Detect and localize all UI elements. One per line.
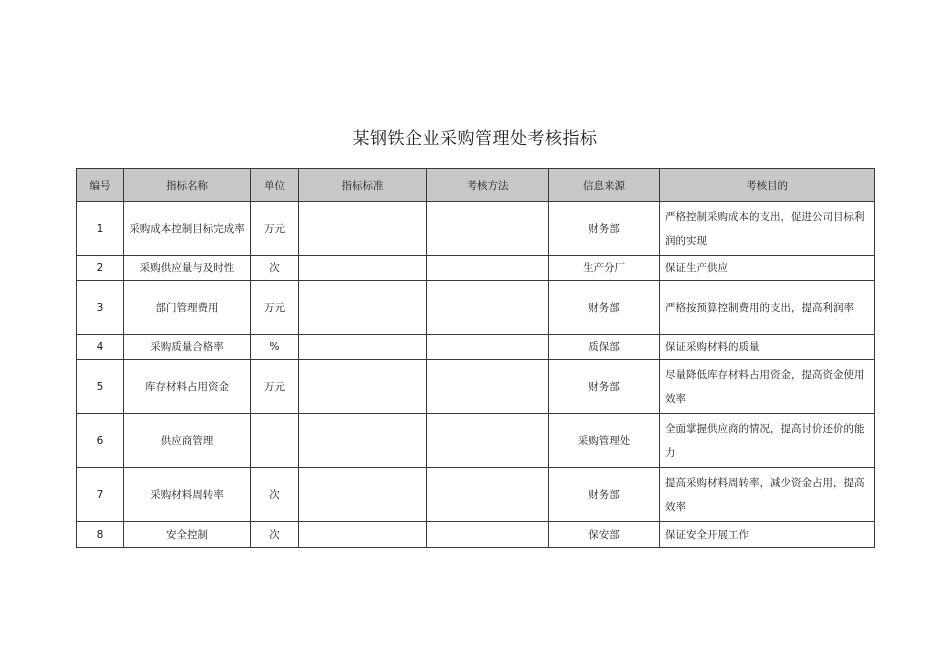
cell-method	[427, 468, 549, 522]
cell-unit	[251, 414, 299, 468]
cell-unit: 次	[251, 522, 299, 548]
cell-unit: 万元	[251, 360, 299, 414]
table-row	[77, 202, 875, 256]
cell-standard	[299, 256, 427, 281]
cell-number: 3	[77, 281, 124, 335]
cell-method	[427, 256, 549, 281]
cell-method	[427, 281, 549, 335]
cell-standard	[299, 414, 427, 468]
cell-unit: 万元	[251, 202, 299, 256]
table-row	[77, 256, 875, 281]
cell-number: 1	[77, 202, 124, 256]
cell-number: 4	[77, 335, 124, 360]
cell-indicator-name: 供应商管理	[124, 414, 251, 468]
header-method: 考核方法	[427, 169, 549, 202]
cell-indicator-name: 安全控制	[124, 522, 251, 548]
cell-number: 7	[77, 468, 124, 522]
cell-purpose: 尽量降低库存材料占用资金，提高资金使用效率	[660, 360, 875, 414]
cell-indicator-name: 库存材料占用资金	[124, 360, 251, 414]
table-row	[77, 414, 875, 468]
cell-method	[427, 360, 549, 414]
cell-standard	[299, 281, 427, 335]
kpi-table	[76, 168, 875, 548]
table-row	[77, 281, 875, 335]
cell-indicator-name: 部门管理费用	[124, 281, 251, 335]
cell-purpose: 保证安全开展工作	[660, 522, 875, 548]
cell-unit: 次	[251, 468, 299, 522]
header-number: 编号	[77, 169, 124, 202]
cell-source: 采购管理处	[549, 414, 660, 468]
cell-source: 生产分厂	[549, 256, 660, 281]
cell-unit: %	[251, 335, 299, 360]
cell-purpose: 全面掌握供应商的情况，提高讨价还价的能力	[660, 414, 875, 468]
header-indicator-name: 指标名称	[124, 169, 251, 202]
table-row	[77, 335, 875, 360]
table-header-row	[77, 169, 875, 202]
header-source: 信息来源	[549, 169, 660, 202]
cell-method	[427, 522, 549, 548]
cell-indicator-name: 采购质量合格率	[124, 335, 251, 360]
cell-standard	[299, 335, 427, 360]
cell-source: 质保部	[549, 335, 660, 360]
table-row	[77, 360, 875, 414]
cell-source: 财务部	[549, 360, 660, 414]
cell-purpose: 严格按预算控制费用的支出，提高利润率	[660, 281, 875, 335]
cell-standard	[299, 522, 427, 548]
cell-number: 2	[77, 256, 124, 281]
cell-number: 5	[77, 360, 124, 414]
cell-indicator-name: 采购材料周转率	[124, 468, 251, 522]
cell-source: 保安部	[549, 522, 660, 548]
cell-method	[427, 335, 549, 360]
page-title: 某钢铁企业采购管理处考核指标	[352, 129, 598, 149]
cell-source: 财务部	[549, 281, 660, 335]
header-standard: 指标标准	[299, 169, 427, 202]
cell-method	[427, 414, 549, 468]
cell-indicator-name: 采购成本控制目标完成率	[124, 202, 251, 256]
cell-purpose: 严格控制采购成本的支出，促进公司目标利润的实现	[660, 202, 875, 256]
cell-indicator-name: 采购供应量与及时性	[124, 256, 251, 281]
cell-source: 财务部	[549, 468, 660, 522]
table-row	[77, 522, 875, 548]
table-row	[77, 468, 875, 522]
header-purpose: 考核目的	[660, 169, 875, 202]
cell-source: 财务部	[549, 202, 660, 256]
cell-purpose: 保证生产供应	[660, 256, 875, 281]
cell-unit: 万元	[251, 281, 299, 335]
cell-unit: 次	[251, 256, 299, 281]
cell-standard	[299, 468, 427, 522]
cell-standard	[299, 202, 427, 256]
header-unit: 单位	[251, 169, 299, 202]
cell-method	[427, 202, 549, 256]
cell-number: 8	[77, 522, 124, 548]
cell-purpose: 提高采购材料周转率，减少资金占用，提高效率	[660, 468, 875, 522]
cell-purpose: 保证采购材料的质量	[660, 335, 875, 360]
cell-number: 6	[77, 414, 124, 468]
cell-standard	[299, 360, 427, 414]
